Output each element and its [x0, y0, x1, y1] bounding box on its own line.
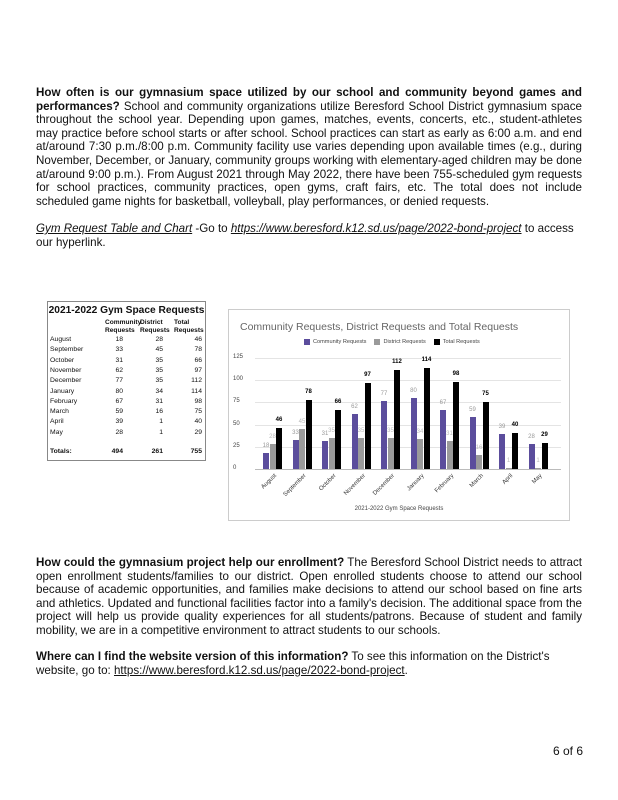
bar-value-label: 77 — [380, 390, 388, 397]
bar-value-label: 112 — [392, 358, 402, 365]
link-text-before: -Go to — [192, 222, 231, 235]
legend-swatch-icon — [434, 339, 440, 345]
bar-value-label: 59 — [469, 406, 476, 413]
bar-value-label: 35 — [328, 427, 335, 434]
bar-value-label: 31 — [321, 431, 329, 438]
table-row — [50, 429, 202, 439]
y-tick-label: 75 — [233, 398, 240, 405]
bar-value-label: 40 — [511, 422, 519, 429]
bar — [394, 370, 400, 469]
bar — [476, 455, 482, 469]
bar — [293, 440, 299, 469]
table-cell: 1 — [159, 428, 163, 436]
bar-value-label: 45 — [298, 419, 306, 426]
enrollment-paragraph — [36, 556, 582, 638]
legend-swatch-icon — [304, 339, 310, 345]
table-cell: 28 — [115, 428, 123, 436]
bar-value-label: 33 — [292, 429, 299, 436]
table-cell: 40 — [194, 418, 202, 426]
header-district: District Requests — [140, 319, 170, 334]
bar-value-label: 66 — [334, 399, 342, 406]
bar-value-label: 18 — [262, 443, 270, 450]
legend-item — [374, 339, 425, 345]
bar — [512, 433, 518, 469]
bar — [388, 438, 394, 469]
table-cell: 755 — [190, 448, 202, 455]
bar-value-label: 62 — [351, 403, 358, 410]
bar-value-label: 28 — [269, 434, 276, 441]
chart-legend — [304, 339, 480, 345]
bar — [529, 444, 535, 469]
table-cell: 34 — [155, 387, 163, 395]
table-row — [50, 398, 202, 408]
table-cell: 494 — [111, 448, 123, 455]
table-cell: 62 — [115, 366, 123, 374]
table-cell: February — [50, 397, 78, 405]
gym-requests-table — [47, 301, 206, 461]
table-title: 2021-2022 Gym Space Requests — [48, 305, 205, 316]
table-row — [50, 346, 202, 356]
table-cell: 35 — [155, 377, 163, 385]
table-cell: April — [50, 418, 64, 426]
bar-value-label: 34 — [416, 428, 424, 435]
bar — [322, 441, 328, 469]
link-paragraph — [36, 222, 582, 249]
bar — [447, 441, 453, 469]
bar — [329, 438, 335, 469]
bar-value-label: 1 — [536, 458, 540, 465]
bar — [381, 401, 387, 469]
table-row — [50, 377, 202, 387]
bar — [417, 439, 423, 469]
website-question: Where can I find the website version of this information? — [36, 650, 349, 663]
y-tick-label: 0 — [233, 465, 237, 471]
table-row — [50, 336, 202, 346]
requests-bar-chart — [228, 309, 570, 521]
table-row — [50, 357, 202, 367]
table-cell: 78 — [194, 346, 202, 354]
utilization-body: School and community organizations utilize Beresford School District gymnasium space throughout the school year. Depending upon games, matches, events, concerts, etc., student-athletes may practice before school starts or after school. School practices can start as early as 6:00 a.m. and end at/around 7:30 p.m./8:00 p.m. Community facility use varies depending upon available times (e.g., during November, December, or January, community groups working with elementary-aged children may be done at/around 9:00 p.m.). From August 2021 through May 2022, there have been 755-scheduled gym requests for school practices, community practices, open gyms, craft fairs, etc. The total does not include scheduled game nights for basketball, volleyball, play performances, or denied requests. — [36, 99, 582, 208]
table-cell: 59 — [115, 408, 123, 416]
table-cell: May — [50, 428, 63, 436]
bar — [470, 417, 476, 469]
enrollment-question: How could the gymnasium project help our enrollment? — [36, 556, 345, 569]
enrollment-body: The Beresford School District needs to attract open enrollment students/families to our district. Open enrolled students choose to attend our school because of academic opportunities, and families make decisions to attend our school based on fine arts and athletics. Updated and functional facilities factor into a family's decision. The additional space from the project will help us provide quality experiences for all students/patrons. Because of student and family mobility, we are in a competitive environment to attract students to our schools. — [36, 556, 582, 637]
bar-value-label: 35 — [357, 427, 365, 434]
table-cell: 31 — [115, 356, 123, 364]
link-text-after: to access our hyperlink. — [36, 222, 574, 249]
table-cell: 31 — [155, 397, 163, 405]
table-cell: November — [50, 366, 82, 374]
table-cell: 97 — [194, 366, 202, 374]
bar-value-label: 75 — [482, 391, 489, 398]
website-url-link[interactable]: https://www.beresford.k12.sd.us/page/2022-bond-project — [113, 663, 405, 677]
bar — [352, 414, 358, 469]
legend-label: District Requests — [383, 339, 426, 345]
x-tick-label: May — [531, 473, 544, 486]
bar — [306, 400, 312, 469]
table-row — [50, 367, 202, 377]
bar — [542, 443, 548, 469]
bar — [276, 428, 282, 469]
gridline — [255, 402, 561, 403]
table-cell: 46 — [194, 336, 202, 343]
bar — [535, 468, 541, 469]
gym-request-table-link[interactable]: Gym Request Table and Chart — [36, 222, 193, 235]
bar — [358, 438, 364, 469]
y-tick-label: 100 — [233, 376, 244, 383]
bar — [365, 383, 371, 469]
chart-title: Community Requests, District Requests and Total Requests — [240, 321, 519, 333]
table-row — [50, 408, 202, 418]
table-cell: 35 — [155, 366, 163, 374]
table-cell: August — [50, 336, 72, 343]
bar — [270, 444, 276, 469]
table-cell: 112 — [191, 377, 202, 385]
bar-value-label: 98 — [452, 370, 460, 377]
gridline — [255, 469, 561, 470]
table-cell: 67 — [115, 397, 123, 405]
table-row — [50, 418, 202, 428]
bar-value-label: 67 — [439, 399, 447, 406]
gridline — [255, 380, 561, 381]
x-tick-label: September — [282, 473, 308, 499]
bar — [440, 410, 446, 469]
utilization-question: How often is our gymnasium space utilized by our school and community beyond games and performances? — [36, 86, 582, 113]
table-cell: 80 — [115, 387, 123, 395]
website-trailing: . — [404, 663, 408, 677]
table-cell: 29 — [194, 428, 202, 436]
x-tick-label: March — [468, 473, 485, 490]
table-row — [50, 388, 202, 398]
table-cell: 35 — [155, 356, 163, 364]
x-tick-label: November — [342, 473, 367, 497]
x-tick-label: January — [406, 473, 426, 493]
bar-value-label: 114 — [421, 356, 432, 363]
bar-value-label: 1 — [506, 458, 511, 465]
bar — [424, 368, 430, 469]
table-cell: 18 — [115, 336, 123, 343]
x-tick-label: December — [372, 473, 397, 497]
table-cell: October — [50, 356, 75, 364]
legend-label: Total Requests — [442, 339, 480, 345]
table-cell: March — [50, 408, 69, 416]
legend-label: Community Requests — [313, 339, 367, 345]
table-cell: 77 — [115, 377, 123, 385]
bar-value-label: 31 — [446, 431, 453, 438]
table-cell: Totals: — [50, 448, 72, 455]
utilization-paragraph — [36, 86, 582, 208]
legend-swatch-icon — [374, 339, 380, 345]
legend-item — [434, 339, 480, 345]
x-tick-label: April — [501, 473, 515, 486]
bar — [506, 468, 512, 469]
legend-item — [304, 339, 366, 345]
bar — [335, 410, 341, 469]
table-cell: 39 — [115, 418, 123, 426]
table-cell: 114 — [191, 387, 202, 395]
bar — [263, 453, 269, 469]
table-cell: 16 — [155, 408, 163, 416]
bar-value-label: 39 — [498, 424, 506, 431]
website-body: To see this information on the District's website, go to: — [36, 650, 550, 677]
header-total: Total Requests — [174, 319, 204, 334]
table-totals-row — [50, 448, 202, 458]
chart-x-axis-title: 2021-2022 Gym Space Requests — [354, 506, 444, 512]
bar — [483, 402, 489, 469]
bar-value-label: 29 — [541, 432, 548, 439]
website-paragraph — [36, 650, 582, 677]
page-number: 6 of 6 — [553, 744, 584, 758]
x-tick-label: February — [434, 473, 456, 495]
bar-value-label: 78 — [305, 388, 312, 395]
gridline — [255, 358, 561, 359]
table-cell: 28 — [155, 336, 163, 343]
x-tick-label: October — [317, 473, 338, 493]
bar-value-label: 46 — [275, 417, 283, 424]
bar — [299, 429, 305, 469]
table-cell: 261 — [151, 448, 163, 455]
bar-value-label: 80 — [410, 387, 417, 394]
x-tick-label: August — [260, 473, 279, 491]
table-cell: 66 — [194, 356, 202, 364]
bond-project-url-link[interactable]: https://www.beresford.k12.sd.us/page/2022-bond-project — [230, 222, 522, 235]
bar-value-label: 28 — [528, 434, 535, 441]
table-cell: January — [50, 387, 75, 395]
table-cell: 45 — [155, 346, 163, 354]
table-cell: 98 — [194, 397, 202, 405]
table-cell: 33 — [115, 346, 123, 354]
table-cell: 1 — [159, 418, 163, 426]
y-tick-label: 125 — [233, 354, 244, 360]
table-cell: September — [50, 346, 84, 354]
bar-value-label: 35 — [387, 427, 394, 434]
header-community: Community Requests — [105, 319, 142, 334]
y-tick-label: 25 — [233, 442, 240, 449]
bar-value-label: 97 — [364, 371, 371, 378]
table-cell: December — [50, 377, 82, 385]
y-tick-label: 50 — [233, 420, 240, 427]
bar — [453, 382, 459, 469]
bar-value-label: 16 — [475, 444, 483, 451]
table-cell: 75 — [194, 408, 202, 416]
